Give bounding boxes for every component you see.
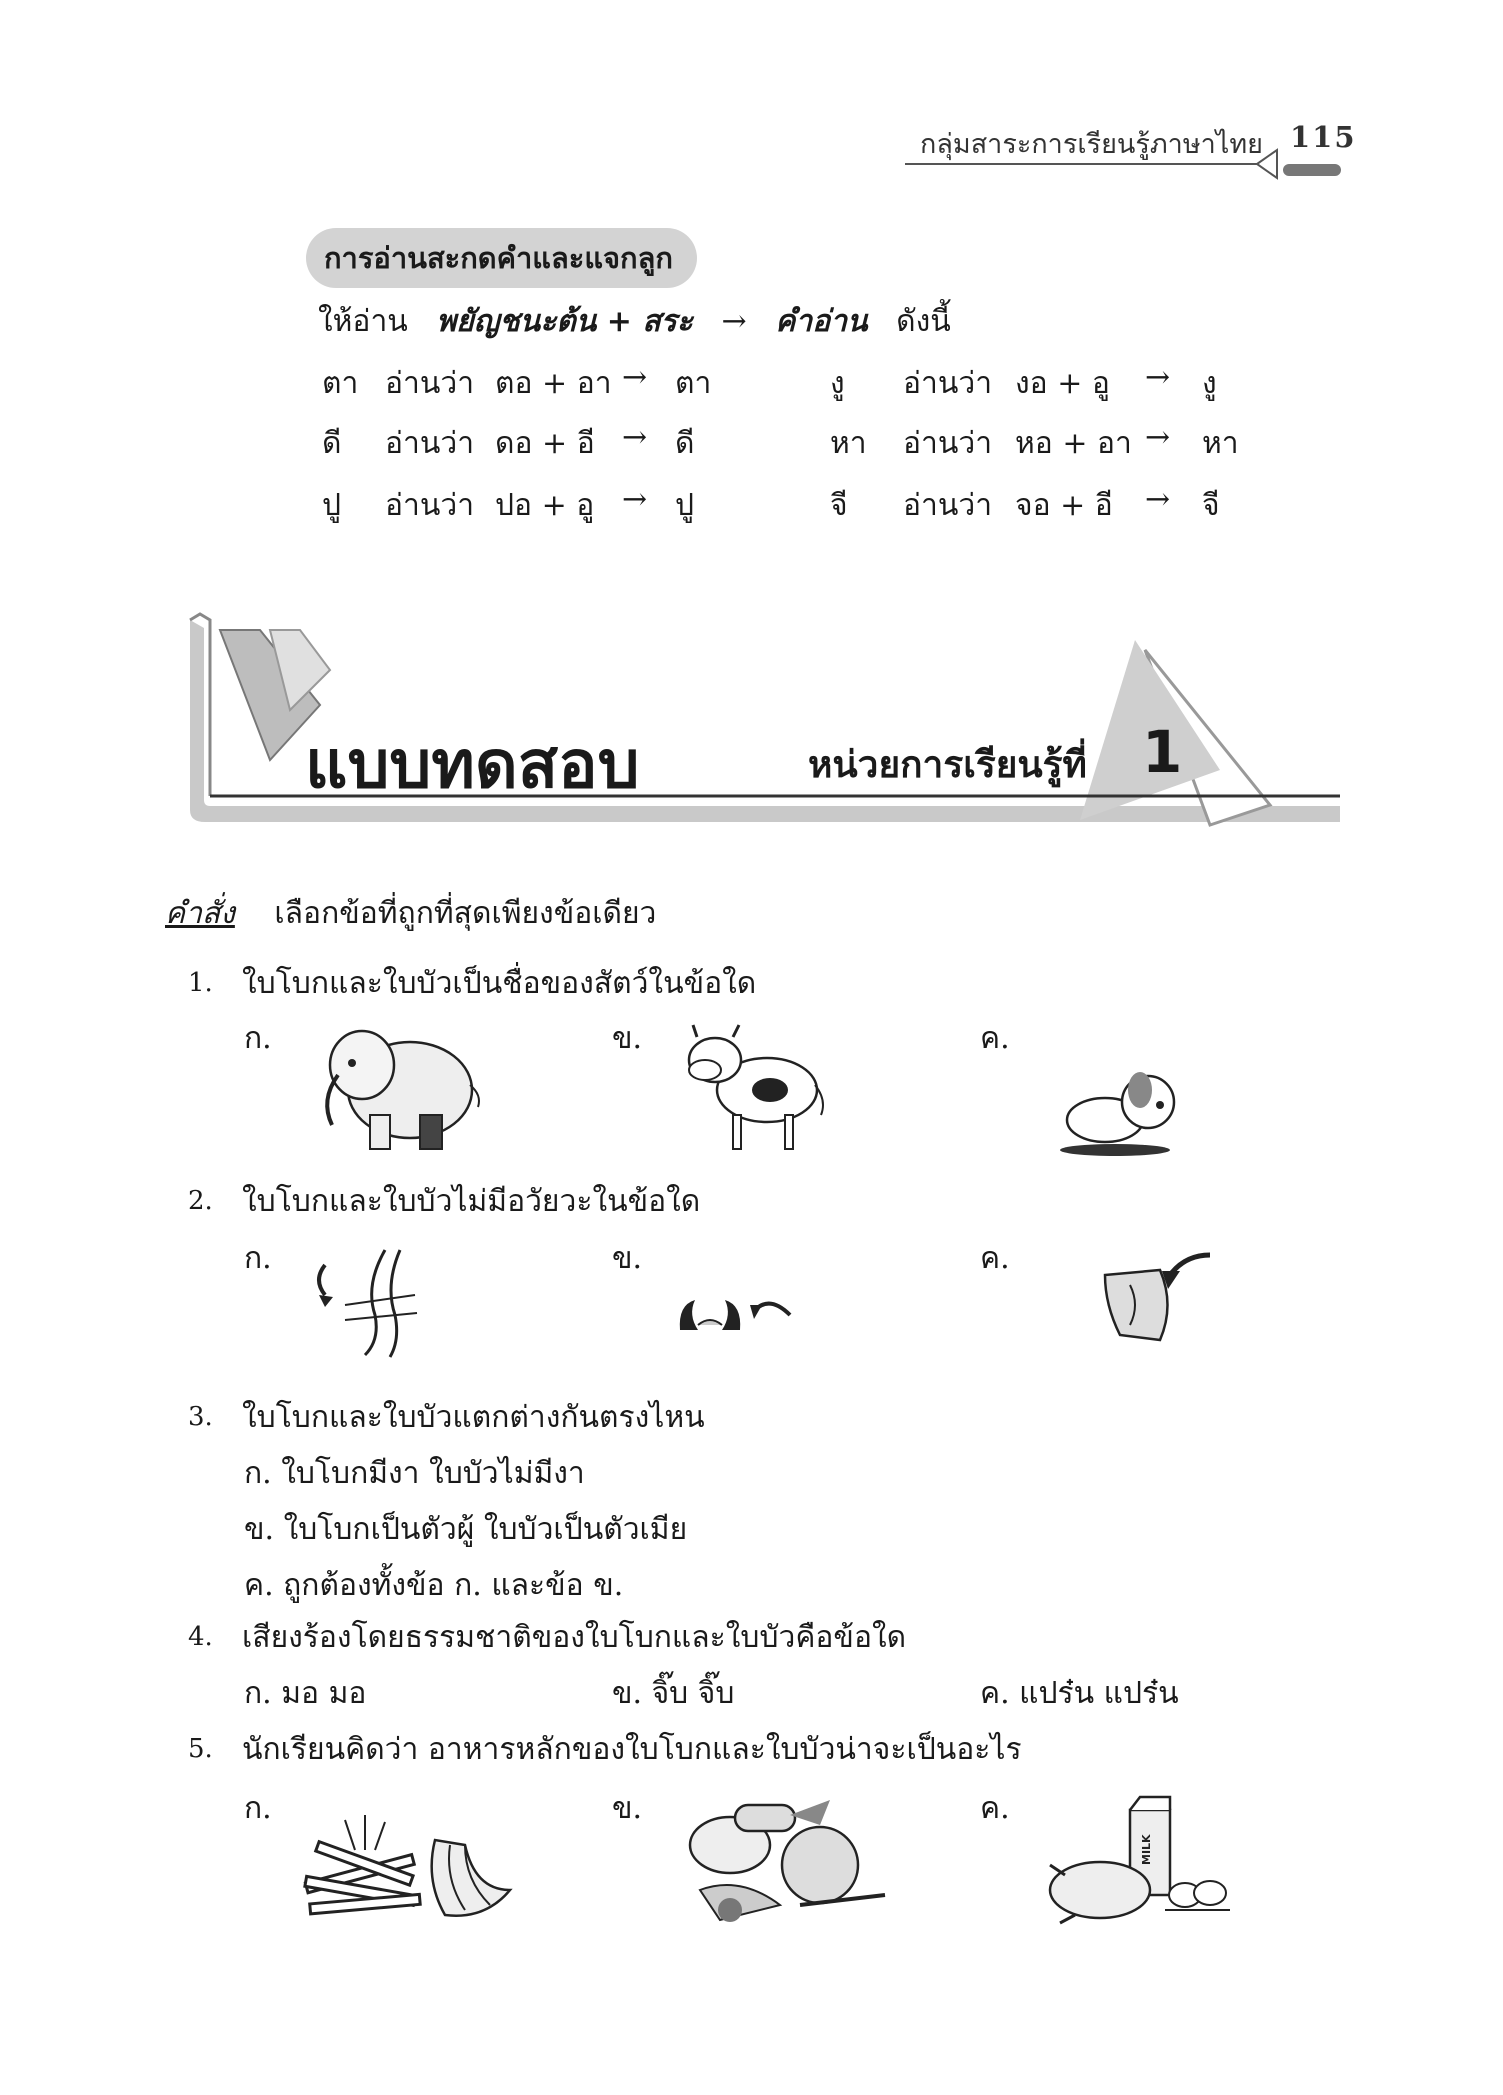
command — [165, 890, 656, 937]
arrow-icon: → — [622, 420, 648, 455]
reading-spell: หอ + อา — [1015, 426, 1132, 461]
choice-label[interactable]: ค. — [980, 1791, 1010, 1826]
option[interactable]: ก. มอ มอ — [244, 1676, 367, 1711]
header-rule — [905, 163, 1265, 165]
header-subject: กลุ่มสาระการเรียนรู้ภาษาไทย — [920, 129, 1263, 160]
page-number: 115 — [1290, 120, 1357, 154]
command-text: เลือกข้อที่ถูกที่สุดเพียงข้อเดียว — [274, 896, 657, 931]
reading-spell: ปอ + อู — [495, 488, 595, 523]
reading-word: จี — [830, 488, 848, 523]
reading-spell: งอ + อู — [1015, 366, 1110, 401]
option[interactable]: ค. ถูกต้องทั้งข้อ ก. และข้อ ข. — [244, 1568, 624, 1603]
choice-label[interactable]: ค. — [980, 1021, 1010, 1056]
question-number: 4. — [188, 1622, 213, 1652]
reading-word: หา — [830, 426, 867, 461]
page-tab-icon — [1255, 140, 1345, 185]
question-text: นักเรียนคิดว่า อาหารหลักของใบโบกและใบบัวน่าจะเป็นอะไร — [242, 1732, 1022, 1767]
choice-label[interactable]: ข. — [612, 1791, 643, 1826]
arrow-icon: → — [622, 482, 648, 517]
question-number: 3. — [188, 1402, 213, 1432]
option[interactable]: ข. ใบโบกเป็นตัวผู้ ใบบัวเป็นตัวเมีย — [244, 1512, 688, 1547]
horns-picture[interactable] — [670, 1285, 810, 1340]
choice-label[interactable]: ก. — [244, 1241, 272, 1276]
reading-word: งู — [830, 366, 845, 401]
instruction-result: คำอ่าน — [775, 304, 868, 339]
arrow-icon: → — [1145, 420, 1171, 455]
milk-chicken-eggs-picture[interactable] — [1045, 1795, 1235, 1925]
ear-picture[interactable] — [1100, 1245, 1215, 1350]
arrow-icon: → — [622, 360, 648, 395]
reading-word: ปู — [322, 488, 342, 523]
read-as-label: อ่านว่า — [385, 366, 475, 401]
choice-label[interactable]: ข. — [612, 1021, 643, 1056]
unit-label: หน่วยการเรียนรู้ที่ — [808, 743, 1087, 786]
question-text: ใบโบกและใบบัวเป็นชื่อของสัตว์ในข้อใด — [242, 966, 757, 1001]
reading-word: ตา — [322, 366, 359, 401]
instruction-suffix: ดังนี้ — [896, 304, 951, 339]
choice-label[interactable]: ก. — [244, 1791, 272, 1826]
choice-label[interactable]: ข. — [612, 1241, 643, 1276]
choice-label[interactable]: ก. — [244, 1021, 272, 1056]
reading-spell: ตอ + อา — [495, 366, 612, 401]
question-number: 1. — [188, 968, 213, 998]
read-as-label: อ่านว่า — [385, 488, 475, 523]
command-label: คำสั่ง — [165, 896, 235, 931]
read-as-label: อ่านว่า — [385, 426, 475, 461]
question-text: ใบโบกและใบบัวไม่มีอวัยวะในข้อใด — [242, 1184, 701, 1219]
reading-result: หา — [1202, 426, 1239, 461]
instruction-formula: พยัญชนะต้น + สระ — [436, 304, 693, 339]
test-title: แบบทดสอบ — [305, 726, 640, 803]
question-number: 5. — [188, 1734, 213, 1764]
reading-spell: จอ + อี — [1015, 488, 1113, 523]
reading-result: จี — [1202, 488, 1220, 523]
question-number: 2. — [188, 1186, 213, 1216]
reading-result: ปู — [675, 488, 695, 523]
reading-word: ดี — [322, 426, 342, 461]
cow-picture[interactable] — [675, 1015, 825, 1155]
unit-number: 1 — [1142, 718, 1183, 786]
option[interactable]: ก. ใบโบกมีงา ใบบัวไม่มีงา — [244, 1456, 585, 1491]
instruction-prefix: ให้อ่าน — [318, 304, 408, 339]
milk-label: MILK — [1140, 1834, 1153, 1865]
reading-result: ตา — [675, 366, 712, 401]
dog-picture[interactable] — [1060, 1060, 1190, 1160]
reading-result: งู — [1202, 366, 1217, 401]
reading-instruction — [318, 298, 951, 345]
arrow-icon: → — [721, 304, 747, 339]
arrow-icon: → — [1145, 482, 1171, 517]
choice-label[interactable]: ค. — [980, 1241, 1010, 1276]
read-as-label: อ่านว่า — [903, 488, 993, 523]
reading-result: ดี — [675, 426, 695, 461]
question-text: เสียงร้องโดยธรรมชาติของใบโบกและใบบัวคือข้อใด — [242, 1620, 907, 1655]
question-text: ใบโบกและใบบัวแตกต่างกันตรงไหน — [242, 1400, 705, 1435]
vegetables-picture[interactable] — [680, 1795, 895, 1930]
elephant-picture[interactable] — [310, 1015, 485, 1155]
arrow-icon: → — [1145, 360, 1171, 395]
option[interactable]: ข. จิ๊บ จิ๊บ — [612, 1676, 735, 1711]
reading-spell: ดอ + อี — [495, 426, 595, 461]
read-as-label: อ่านว่า — [903, 426, 993, 461]
reading-section-title: การอ่านสะกดคำและแจกลูก — [306, 228, 697, 288]
read-as-label: อ่านว่า — [903, 366, 993, 401]
option[interactable]: ค. แปร๋น แปร๋น — [980, 1676, 1179, 1711]
trunk-picture[interactable] — [305, 1245, 435, 1360]
sugarcane-banana-picture[interactable] — [295, 1810, 535, 1925]
